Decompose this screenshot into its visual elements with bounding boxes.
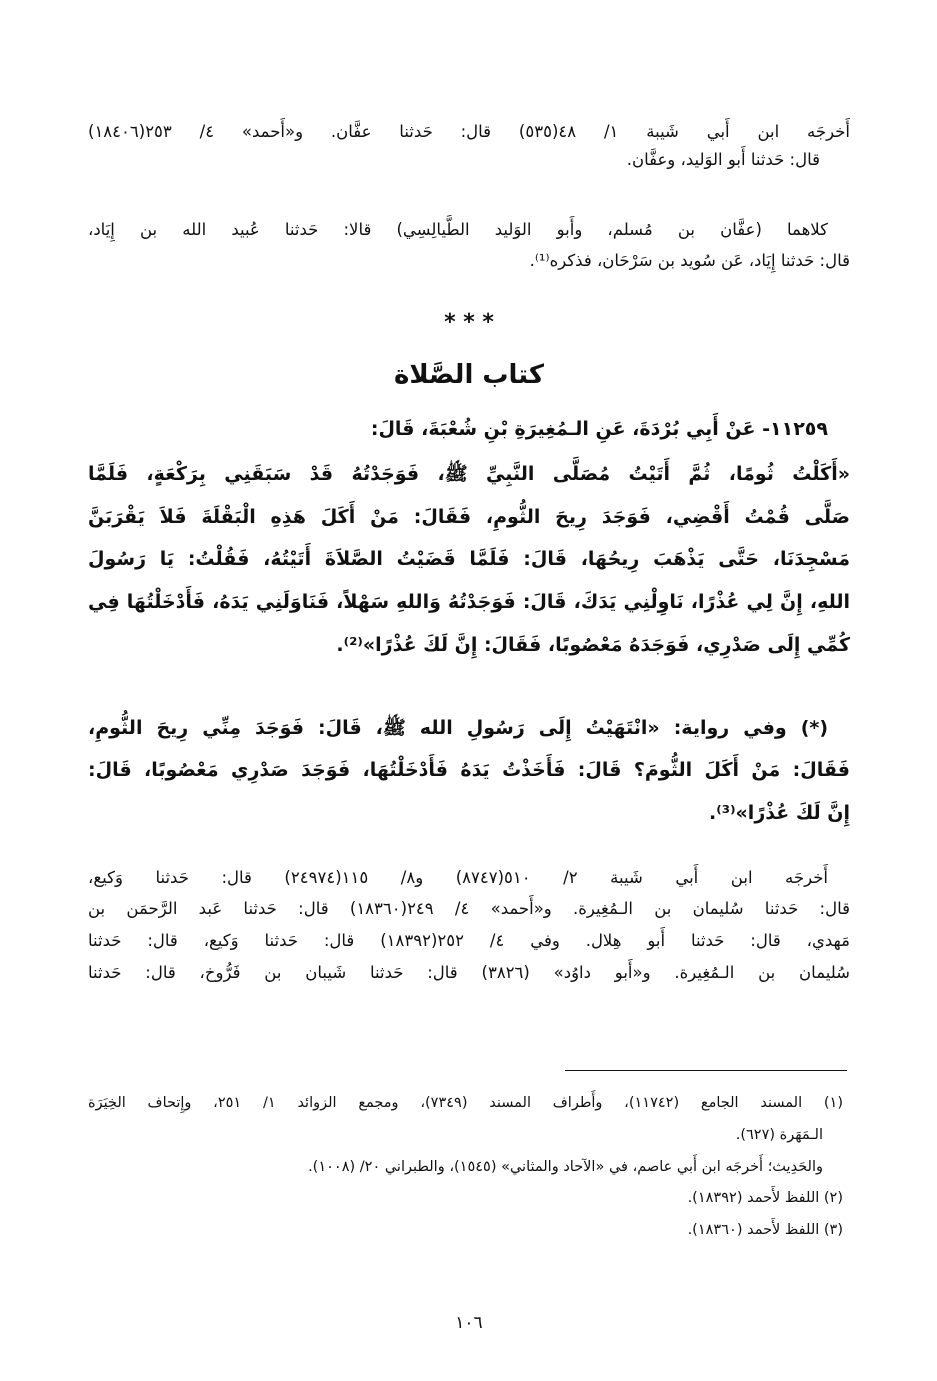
footnote: (٣) اللفظ لأَحمد (١٨٣٦٠). [687, 1222, 843, 1238]
page-number: ١٠٦ [455, 1313, 483, 1333]
takhrij-line: قال: حَدثنا سُليمان بن الـمُغِيرة. و«أَحمد» ٤/ ٢٤٩(١٨٣٦٠) قال: حَدثنا عَبد الرَّحمَن بن [88, 899, 850, 918]
hadith-line: «أَكَلْتُ ثُومًا، ثُمَّ أَتَيْتُ مُصَلَّى النَّبِيِّ ﷺ، فَوَجَدْتُهُ قَدْ سَبَقَنِي بِرَكْعَةٍ، فَلَمَّا [88, 463, 850, 485]
source-line: قال: حَدثنا إِيَاد، عَن سُويد بن سَرْحَان، فذكره⁽¹⁾. [529, 251, 850, 270]
hadith-line: مَسْجِدَنَا، حَتَّى يَذْهَبَ رِيحُهَا، قَالَ: فَلَمَّا قَضَيْتُ الصَّلاَةَ أَتَيْتُهُ، فَقُلْتُ: يَا رَسُولَ [88, 548, 850, 570]
source-line: قال: حَدثنا أَبو الوَليد، وعفَّان. [626, 150, 820, 169]
section-separator: * * * [444, 310, 494, 335]
footnote: والحَدِيث؛ أَخرجَه ابن أَبي عاصم، في «الآحاد والمثاني» (١٥٤٥)، والطبراني ٢٠/ (١٠٠٨). [308, 1159, 823, 1175]
takhrij-line: أَخرجَه ابن أَبي شَيبة ٢/ ٥١٠(٨٧٤٧) و٨/ ١١٥(٢٤٩٧٤) قال: حَدثنا وَكيع، [88, 868, 828, 887]
source-line: أَخرجَه ابن أَبي شَيبة ١/ ٤٨(٥٣٥) قال: حَدثنا عفَّان. و«أَحمد» ٤/ ٢٥٣(١٨٤٠٦) [88, 122, 850, 141]
footnote: (٢) اللفظ لأَحمد (١٨٣٩٢). [687, 1190, 843, 1206]
riwaya-line: (*) وفي رواية: «انْتَهَيْتُ إِلَى رَسُولِ الله ﷺ، قَالَ: فَوَجَدَ مِنِّي رِيحَ الثُّومِ، [88, 717, 828, 739]
riwaya-line: إِنَّ لَكَ عُذْرًا»⁽³⁾. [709, 802, 850, 824]
footnote: الـمَهَرة (٦٢٧). [735, 1127, 823, 1143]
takhrij-line: مَهدي، قال: حَدثنا أَبو هِلال. وفي ٤/ ٢٥٢(١٨٣٩٢) قال: حَدثنا وَكيع، قال: حَدثنا [88, 931, 850, 950]
hadith-line: كُمِّي إِلَى صَدْرِي، فَوَجَدَهُ مَعْصُوبًا، فَقَالَ: إِنَّ لَكَ عُذْرًا»⁽²⁾. [336, 634, 850, 656]
riwaya-line: فَقَالَ: مَنْ أَكَلَ الثُّومَ؟ قَالَ: فَأَخَذْتُ يَدَهُ فَأَدْخَلْتُهَا، فَوَجَدَ صَدْرِي مَعْصُوبًا، قَالَ: [88, 759, 850, 781]
source-line: كلاهما (عفَّان بن مُسلم، وأَبو الوَليد الطَّيالِسِي) قالا: حَدثنا عُبيد الله بن إِيَاد، [88, 220, 828, 239]
hadith-line: صَلَّى قُمْتُ أَقْضِي، فَوَجَدَ رِيحَ الثُّومِ، فَقَالَ: مَنْ أَكَلَ هَذِهِ الْبَقْلَةَ فَلاَ يَقْرَبَنَّ [88, 506, 850, 528]
hadith-line: ١١٢٥٩- عَنْ أَبِي بُرْدَةَ، عَنِ الـمُغِيرَةِ بْنِ شُعْبَةَ، قَالَ: [370, 418, 828, 440]
takhrij-line: سُليمان بن الـمُغِيرة. و«أَبو داوُد» (٣٨٢٦) قال: حَدثنا شَيبان بن فَرُّوخ، قال: حَدثنا [88, 963, 850, 982]
hadith-line: اللهِ، إِنَّ لِي عُذْرًا، نَاوِلْنِي يَدَكَ، قَالَ: فَوَجَدْتُهُ وَاللهِ سَهْلاً، فَنَاوَلَنِي يَدَهُ، فَأَدْخَلْتُهَا فِي [88, 591, 850, 613]
footnote: (١) المسند الجامع (١١٧٤٢)، وأَطراف المسند (٧٣٤٩)، ومجمع الزوائد ١/ ٢٥١، وإِتحاف الخِيَرَة [88, 1095, 843, 1111]
chapter-title: كتاب الصَّلاة [393, 360, 545, 390]
footnote-divider [565, 1070, 847, 1071]
